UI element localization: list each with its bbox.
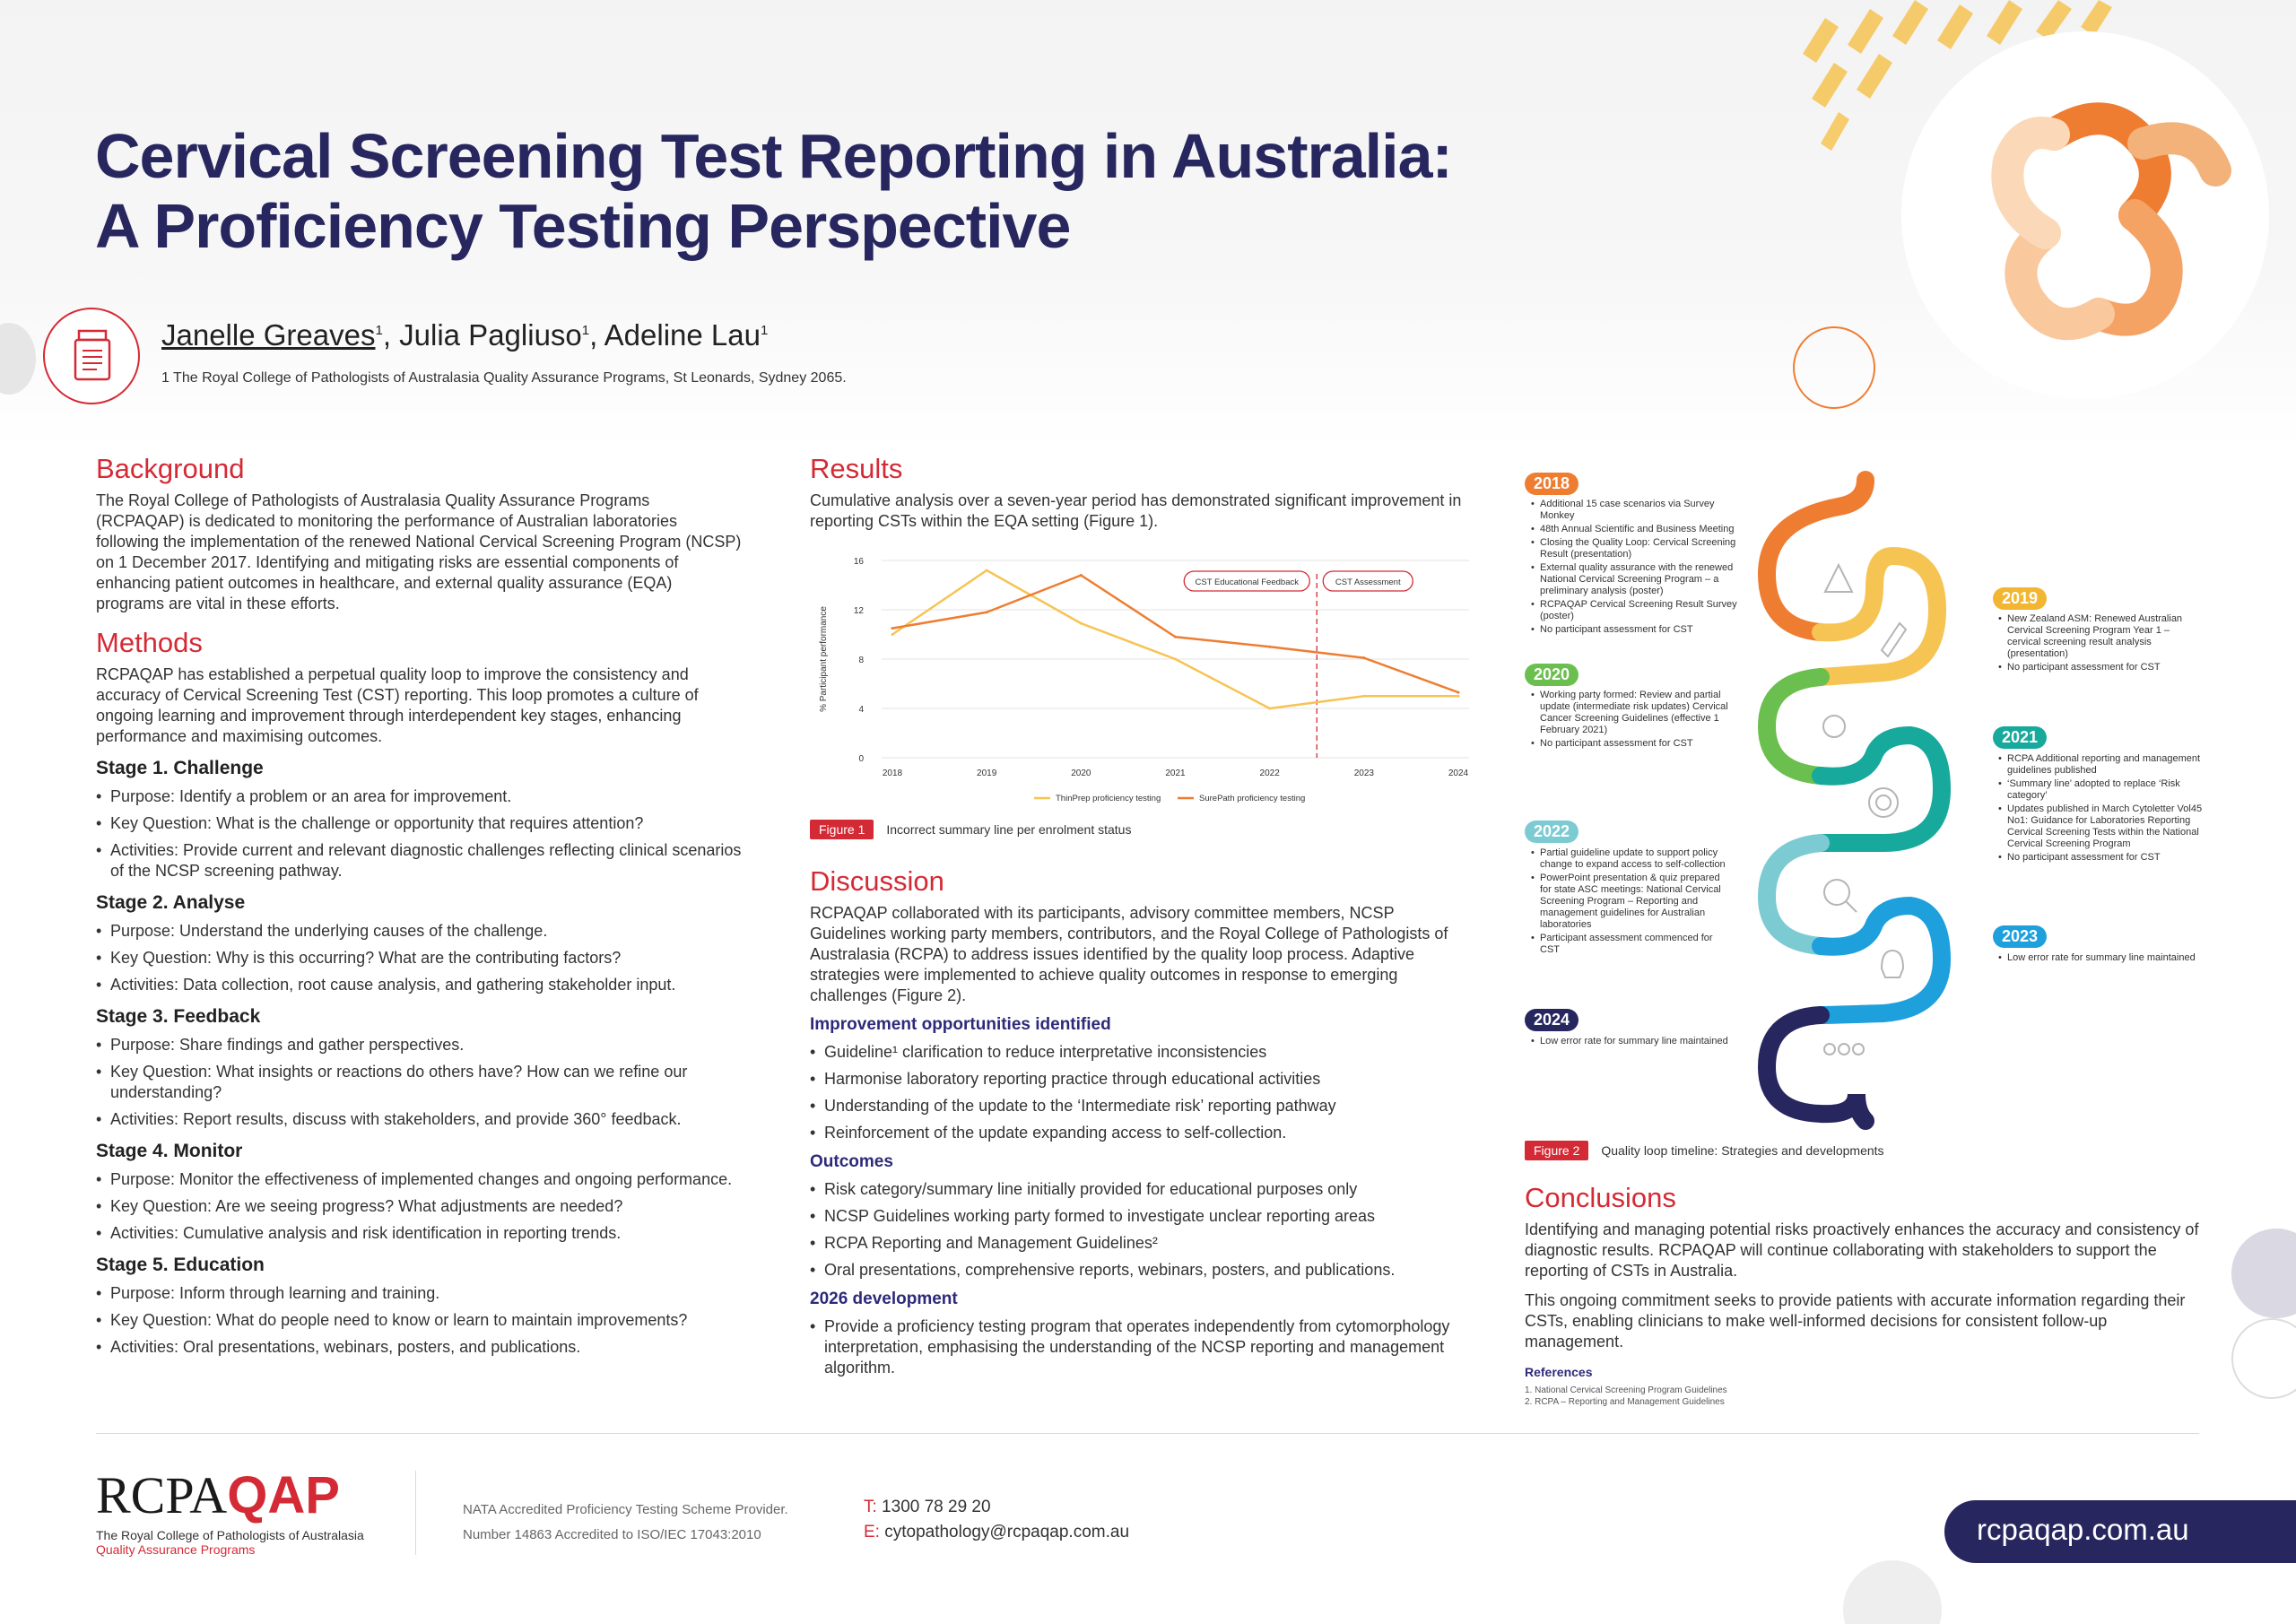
stage-list xyxy=(96,1169,742,1244)
data-point xyxy=(1268,708,1271,710)
conclusions-heading: Conclusions xyxy=(1525,1182,1676,1213)
stage-title: Stage 2. Analyse xyxy=(96,892,246,913)
timeline-year-list xyxy=(1531,499,1746,638)
timeline-item: • No participant assessment for CST xyxy=(1998,662,2205,673)
timeline-year-list xyxy=(1998,613,2205,675)
discussion-item: • Provide a proficiency testing program that operates independently from cytomorphology interpretation, emphasising the understanding of the NCSP reporting and management algorithm. xyxy=(810,1316,1474,1378)
timeline-year-badge: 2020 xyxy=(1525,664,1578,686)
stage-item: • Key Question: Why is this occurring? What are the contributing factors? xyxy=(96,948,742,968)
column-results-discussion xyxy=(810,453,1474,532)
y-tick-label: 16 xyxy=(853,557,864,567)
discussion-item: • RCPA Reporting and Management Guidelines² xyxy=(810,1233,1474,1254)
timeline-item: • Low error rate for summary line maintained xyxy=(1998,952,2205,964)
timeline-year-badge: 2024 xyxy=(1525,1009,1578,1031)
y-tick-label: 12 xyxy=(853,606,864,616)
reference-item: 2. RCPA – Reporting and Management Guidelines xyxy=(1525,1397,1725,1407)
data-point xyxy=(1174,636,1177,638)
results-text: Cumulative analysis over a seven-year period has demonstrated significant improvement in reporting CSTs within the EQA setting (Figure 1). xyxy=(810,491,1462,530)
data-point xyxy=(1457,695,1460,698)
stage-item: • Activities: Oral presentations, webinars, posters, and publications. xyxy=(96,1337,742,1358)
outcomes-subheading: Outcomes xyxy=(810,1152,893,1171)
footer-divider xyxy=(96,1433,2199,1434)
data-point xyxy=(986,611,988,613)
x-tick-label: 2022 xyxy=(1259,769,1280,778)
discussion-item: • NCSP Guidelines working party formed to investigate unclear reporting areas xyxy=(810,1206,1474,1227)
timeline-year-badge: 2023 xyxy=(1993,925,2047,948)
rocket-icon xyxy=(1882,623,1906,656)
author-list: Janelle Greaves$^1$, Julia Pagliuso$^1$, Adeline Lau$^1$ xyxy=(161,318,769,352)
data-point xyxy=(1080,622,1083,625)
figure2-label: Figure 2 xyxy=(1525,1141,1588,1160)
decorative-logo-graphic xyxy=(1785,0,2296,421)
improvement-subheading: Improvement opportunities identified xyxy=(810,1015,1111,1034)
stage-item: • Activities: Provide current and relevant diagnostic challenges reflecting clinical scenarios of the NCSP screening pathway. xyxy=(96,840,742,881)
timeline-item: • Participant assessment commenced for CST xyxy=(1531,933,1728,956)
timeline-item: • PowerPoint presentation & quiz prepared for state ASC meetings: National Cervical Screening Program – Reporting and management guidelines for Australian laboratories xyxy=(1531,873,1728,931)
discussion-item: • Guideline¹ clarification to reduce interpretative inconsistencies xyxy=(810,1042,1474,1063)
timeline-item: • Working party formed: Review and partial update (intermediate risk updates) Cervical Cancer Screening Guidelines (effective 1 February 2021) xyxy=(1531,690,1728,736)
website-link[interactable]: rcpaqap.com.au xyxy=(1944,1500,2296,1563)
mountain-icon xyxy=(1825,565,1852,592)
data-point xyxy=(891,627,894,630)
x-tick-label: 2024 xyxy=(1448,769,1469,778)
x-tick-label: 2019 xyxy=(977,769,997,778)
timeline-year-badge: 2021 xyxy=(1993,726,2047,749)
data-point xyxy=(891,633,894,636)
figure2-caption xyxy=(1525,1141,1884,1160)
rcpaqap-logo: RCPAQAP xyxy=(96,1466,340,1524)
x-tick-label: 2020 xyxy=(1071,769,1091,778)
y-tick-label: 0 xyxy=(858,754,864,764)
conclusions-text-2: This ongoing commitment seeks to provide patients with accurate information regarding their CSTs, enabling clinicians to make well-informed decisions for consistent follow-up management. xyxy=(1525,1291,2186,1350)
timeline-year-badge: 2018 xyxy=(1525,473,1578,495)
people-icon xyxy=(1824,1044,1835,1055)
y-axis-label: % Participant performance xyxy=(819,606,829,712)
figure2-caption-text: Quality loop timeline: Strategies and developments xyxy=(1601,1143,1884,1158)
results-line-chart xyxy=(810,547,1474,807)
magnifier-icon xyxy=(1824,880,1849,905)
discussion-item: • Risk category/summary line initially provided for educational purposes only xyxy=(810,1179,1474,1200)
discussion-item: • Understanding of the update to the ‘Intermediate risk’ reporting pathway xyxy=(810,1096,1474,1116)
decorative-circle xyxy=(1843,1560,1942,1624)
stage-item: • Activities: Data collection, root cause analysis, and gathering stakeholder input. xyxy=(96,975,742,995)
data-point xyxy=(1080,574,1083,577)
methods-stages xyxy=(96,758,742,1358)
reference-item: 1. National Cervical Screening Program Guidelines xyxy=(1525,1385,1727,1395)
stage-list xyxy=(96,786,742,881)
background-heading: Background xyxy=(96,453,245,484)
timeline-item: • Updates published in March Cytoletter Vol45 No1: Guidance for Laboratories Reporting Cervical Screening Tests within the National Cervical Screening Program xyxy=(1998,803,2209,850)
timeline-year-badge: 2022 xyxy=(1525,821,1578,843)
discussion-section xyxy=(810,865,1474,1385)
stage-title: Stage 5. Education xyxy=(96,1255,265,1275)
discussion-heading: Discussion xyxy=(810,865,944,897)
series-line-surepath xyxy=(892,576,1458,693)
stage-title: Stage 1. Challenge xyxy=(96,758,264,778)
timeline-year-badge: 2019 xyxy=(1993,587,2047,610)
decorative-circle xyxy=(2231,1229,2296,1318)
timeline-item: • Partial guideline update to support policy change to expand access to self-collection xyxy=(1531,847,1728,871)
x-tick-label: 2023 xyxy=(1353,769,1374,778)
stage-item: • Key Question: What do people need to know or learn to maintain improvements? xyxy=(96,1310,742,1331)
data-point xyxy=(1174,658,1177,661)
column-background-methods xyxy=(96,453,742,1364)
stage-item: • Key Question: What is the challenge or opportunity that requires attention? xyxy=(96,813,742,834)
timeline-graphic xyxy=(1749,466,1982,1130)
timeline-item: • No participant assessment for CST xyxy=(1531,738,1728,750)
timeline-item: • RCPAQAP Cervical Screening Result Survey (poster) xyxy=(1531,599,1746,622)
stage-item: • Key Question: What insights or reactions do others have? How can we refine our understanding? xyxy=(96,1062,742,1103)
data-point xyxy=(986,569,988,572)
timeline-item: • ‘Summary line’ adopted to replace ‘Risk category’ xyxy=(1998,778,2209,802)
figure1-caption-text: Incorrect summary line per enrolment status xyxy=(886,822,1132,837)
timeline-item: • No participant assessment for CST xyxy=(1531,624,1746,636)
stage-item: • Purpose: Identify a problem or an area for improvement. xyxy=(96,786,742,807)
timeline-item: • Closing the Quality Loop: Cervical Screening Result (presentation) xyxy=(1531,537,1746,560)
timeline-year-list xyxy=(1531,1036,1728,1049)
annotation-label: CST Assessment xyxy=(1335,578,1401,587)
data-point xyxy=(1268,646,1271,648)
timeline-year-list xyxy=(1531,847,1728,958)
results-heading: Results xyxy=(810,453,903,484)
conclusions-section xyxy=(1525,1182,2206,1408)
stage-item: • Activities: Cumulative analysis and risk identification in reporting trends. xyxy=(96,1223,742,1244)
stage-list xyxy=(96,921,742,995)
logo-subtitle: The Royal College of Pathologists of Australasia Quality Assurance Programs xyxy=(96,1528,364,1557)
data-point xyxy=(1362,656,1365,659)
stage-item: • Activities: Report results, discuss with stakeholders, and provide 360° feedback. xyxy=(96,1109,742,1130)
discussion-item: • Harmonise laboratory reporting practice through educational activities xyxy=(810,1069,1474,1090)
legend-label: ThinPrep proficiency testing xyxy=(1056,794,1161,803)
footer-separator xyxy=(415,1471,416,1555)
timeline-item: • New Zealand ASM: Renewed Australian Cervical Screening Program Year 1 – cervical screening result analysis (presentation) xyxy=(1998,613,2205,660)
figure1-caption xyxy=(810,820,1131,839)
timeline-year-list xyxy=(1531,690,1728,751)
stage-list xyxy=(96,1035,742,1130)
data-point xyxy=(1362,695,1365,698)
contact-info xyxy=(864,1495,1129,1545)
discussion-item: • Reinforcement of the update expanding access to self-collection. xyxy=(810,1123,1474,1143)
legend-label: SurePath proficiency testing xyxy=(1199,794,1306,803)
email-link[interactable]: E: cytopathology@rcpaqap.com.au xyxy=(864,1523,1130,1541)
timeline-item: • Low error rate for summary line maintained xyxy=(1531,1036,1728,1047)
lightbulb-icon xyxy=(1882,951,1903,977)
stage-item: • Key Question: Are we seeing progress? What adjustments are needed? xyxy=(96,1196,742,1217)
x-tick-label: 2018 xyxy=(882,769,903,778)
outcomes-list xyxy=(810,1179,1474,1281)
gear-icon xyxy=(1823,716,1845,737)
affiliation: 1 The Royal College of Pathologists of Australasia Quality Assurance Programs, St Leonards, Sydney 2065. xyxy=(161,370,847,386)
specimen-jar-icon xyxy=(43,308,140,404)
stage-item: • Purpose: Inform through learning and training. xyxy=(96,1283,742,1304)
data-point xyxy=(1457,691,1460,694)
y-tick-label: 8 xyxy=(858,656,864,665)
stage-title: Stage 4. Monitor xyxy=(96,1141,243,1161)
phone-number[interactable]: T: 1300 78 29 20 xyxy=(864,1498,991,1516)
timeline-item: • No participant assessment for CST xyxy=(1998,852,2209,864)
discussion-item: • Oral presentations, comprehensive reports, webinars, posters, and publications. xyxy=(810,1260,1474,1281)
stage-item: • Purpose: Monitor the effectiveness of implemented changes and ongoing performance. xyxy=(96,1169,742,1190)
discussion-text: RCPAQAP collaborated with its participants, advisory committee members, NCSP Guidelines working party members, contributors, and the Royal College of Pathologists of Australasia (RCPA) to address issues identified by the quality loop process. Adaptive strategies were implemented to achieve quality outcomes in response to emerging challenges (Figure 2). xyxy=(810,904,1448,1004)
conclusions-text-1: Identifying and managing potential risks proactively enhances the accuracy and consistency of diagnostic results. RCPAQAP will continue collaborating with stakeholders to support the reporting of CSTs in Australia. xyxy=(1525,1220,2199,1280)
development-subheading: 2026 development xyxy=(810,1290,958,1308)
figure1-label: Figure 1 xyxy=(810,820,874,839)
timeline-year-list xyxy=(1998,952,2205,966)
target-icon xyxy=(1869,788,1898,817)
stage-item: • Purpose: Share findings and gather perspectives. xyxy=(96,1035,742,1055)
decorative-circle xyxy=(2231,1318,2296,1399)
timeline-item: • RCPA Additional reporting and management guidelines published xyxy=(1998,753,2209,777)
timeline-item: • External quality assurance with the renewed National Cervical Screening Program – a preliminary analysis (poster) xyxy=(1531,562,1746,597)
y-tick-label: 4 xyxy=(858,705,864,715)
nata-accreditation: NATA Accredited Proficiency Testing Scheme Provider. Number 14863 Accredited to ISO/IEC 17043:2010 xyxy=(463,1502,788,1542)
stage-title: Stage 3. Feedback xyxy=(96,1006,261,1027)
methods-text: RCPAQAP has established a perpetual quality loop to improve the consistency and accuracy of Cervical Screening Test (CST) reporting. This loop promotes a culture of ongoing learning and improvement through interdependent key stages, enhancing performance and maximising outcomes. xyxy=(96,665,699,745)
timeline-item: • Additional 15 case scenarios via Survey Monkey xyxy=(1531,499,1746,522)
references-heading: References xyxy=(1525,1365,1593,1379)
poster-title: Cervical Screening Test Reporting in Australia: A Proficiency Testing Perspective xyxy=(95,121,1452,261)
stage-list xyxy=(96,1283,742,1358)
background-text: The Royal College of Pathologists of Australasia Quality Assurance Programs (RCPAQAP) is dedicated to monitoring the performance of Australian laboratories following the implementation of the renewed National Cervical Screening Program (NCSP) on 1 December 2017. Identifying and mitigating risks are essential components of enhancing patient outcomes in healthcare, and external quality assurance (EQA) programs are vital in these efforts. xyxy=(96,491,742,612)
development-list xyxy=(810,1316,1474,1378)
timeline-year-list xyxy=(1998,753,2209,865)
x-tick-label: 2021 xyxy=(1165,769,1186,778)
timeline-item: • 48th Annual Scientific and Business Meeting xyxy=(1531,524,1746,535)
improvement-list xyxy=(810,1042,1474,1143)
stage-item: • Purpose: Understand the underlying causes of the challenge. xyxy=(96,921,742,942)
annotation-label: CST Educational Feedback xyxy=(1195,578,1299,587)
methods-heading: Methods xyxy=(96,627,203,658)
